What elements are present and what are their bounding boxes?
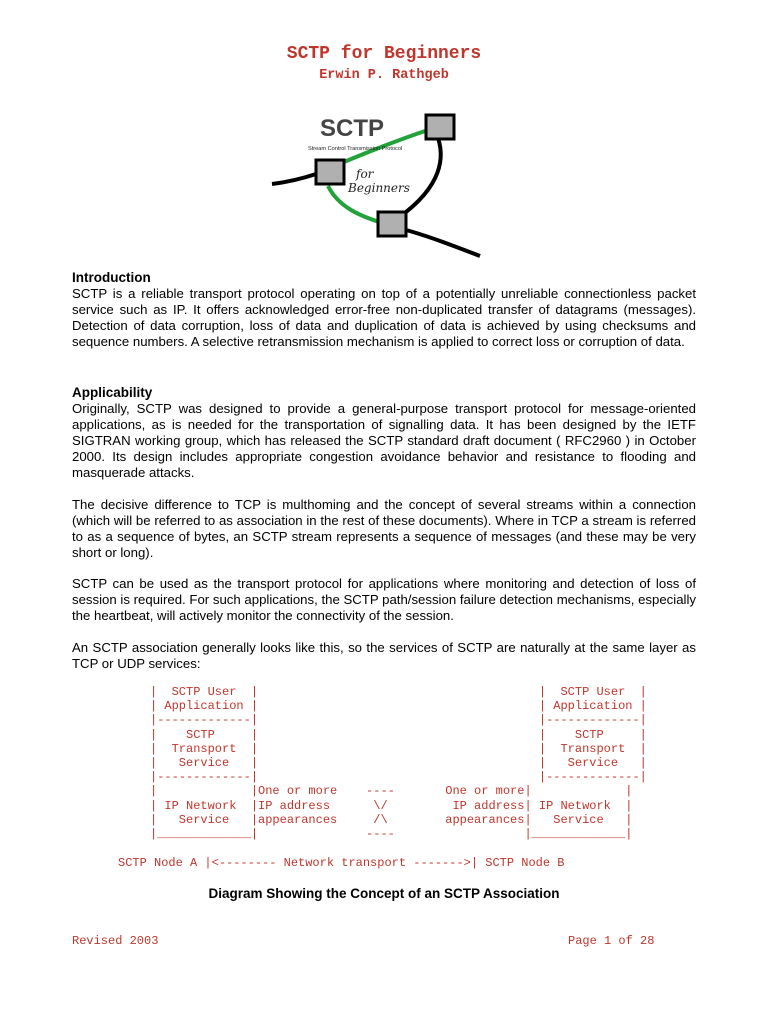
document-title: SCTP for Beginners [286,44,482,64]
sctp-association-diagram: | SCTP User | | SCTP User | | Application | | Application | |-------------| |-------------| | SCTP | | SCTP | | Transport | | Transport | | Service | | Service | |-------------| |-------------| | |One or more ---- One or more| | | IP Network |IP address \/ IP address| IP Network | | Service |appearances /\ appearances| Service | |_____________| ---- |_____________| [150,685,647,842]
applicability-paragraph-3-block [72,576,696,624]
applicability-paragraph-3: SCTP can be used as the transport protocol for applications where monitoring and detection of loss of session is required. For such applications, the SCTP path/session failure detection mechanisms, especially the heartbeat, will actively monitor the connectivity of the session. [72,576,696,623]
footer-revision: Revised 2003 [72,934,159,948]
applicability-paragraph-4: An SCTP association generally looks like this, so the services of SCTP are naturally at the same layer as TCP or UDP services: [72,640,696,671]
logo-brand: SCTP [320,115,385,142]
applicability-paragraph-2: The decisive difference to TCP is multhoming and the concept of several streams within a connection (which will be referred to as association in the rest of these documents). Where in TCP a stream is referred to as a sequence of bytes, an SCTP stream represents a sequence of messages (and these may be very short or long). [72,497,696,560]
diagram-caption: Diagram Showing the Concept of an SCTP Association [208,886,560,901]
applicability-heading: Applicability [72,385,153,400]
applicability-section [72,385,696,481]
logo-line-left [272,174,316,184]
logo-subtitle-for: for [356,167,374,181]
sctp-logo [268,102,484,258]
logo-node-box-top [426,115,454,139]
node-transport-line: SCTP Node A |<-------- Network transport ------->| SCTP Node B [118,856,565,870]
logo-tagline: Stream Control Transmission Protocol [308,146,403,152]
introduction-heading: Introduction [72,270,151,285]
introduction-section [72,270,696,350]
logo-node-box-bottom [378,212,406,236]
applicability-paragraph-2-block [72,497,696,561]
footer-page-number: Page 1 of 28 [568,934,655,948]
logo-node-box-left [316,160,344,184]
applicability-paragraph-4-block [72,640,696,672]
applicability-paragraph-1: Originally, SCTP was designed to provide a general-purpose transport protocol for message-oriented applications, as is needed for the transportation of signalling data. It has been designed by the IETF SIGTRAN working group, which has released the SCTP standard draft document ( RFC2960 ) in October 2000. Its design includes appropriate congestion avoidance behavior and resistance to flooding and masquerade attacks. [72,401,696,480]
logo-line-bottom [406,230,480,256]
introduction-text: SCTP is a reliable transport protocol operating on top of a potentially unreliable connectionless packet service such as IP. It offers acknowledged error-free non-duplicated transfer of datagrams (messages). Detection of data corruption, loss of data and duplication of data is achieved by using checksums and sequence numbers. A selective retransmission mechanism is applied to correct loss or corruption of data. [72,286,696,349]
logo-subtitle-beginners: Beginners [348,181,410,195]
document-author: Erwin P. Rathgeb [319,68,449,83]
